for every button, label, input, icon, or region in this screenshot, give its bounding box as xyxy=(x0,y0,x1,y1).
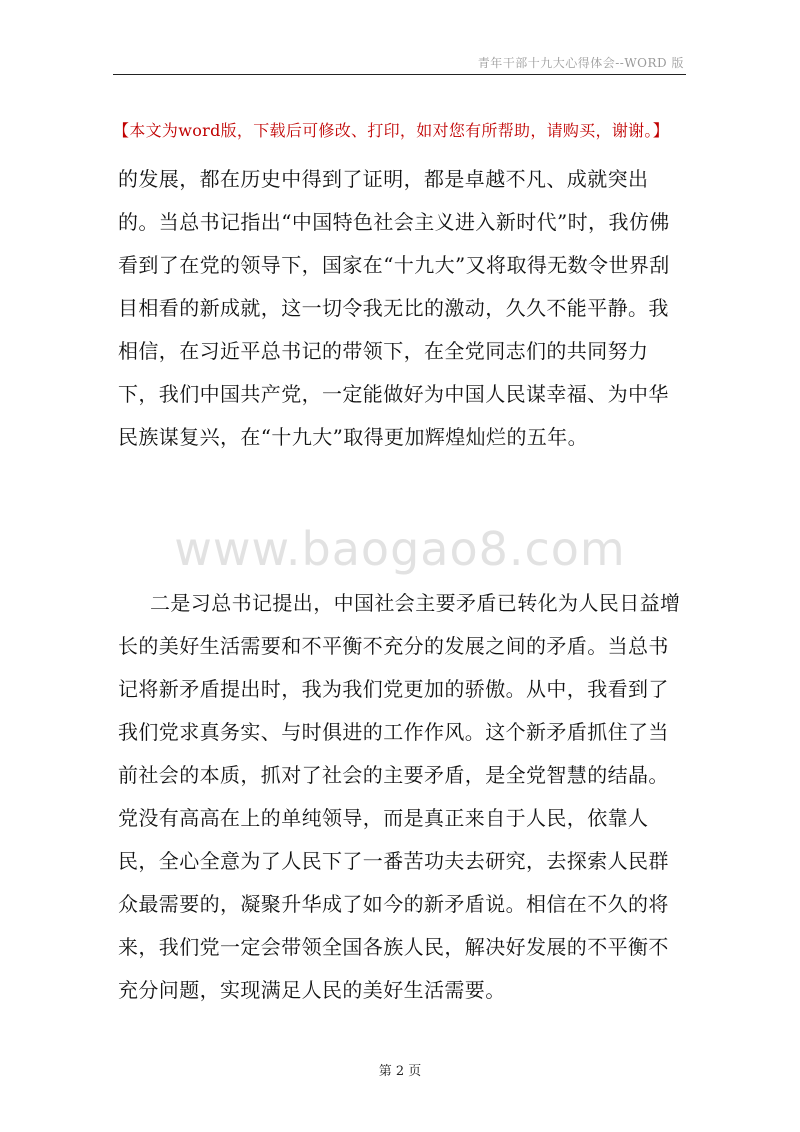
body-paragraph-1: 的发展，都在历史中得到了证明，都是卓越不凡、成就突出的。当总书记指出“中国特色社会主义进入新时代”时，我仿佛看到了在党的领导下，国家在“十九大”又将取得无数令世界刮目相看的新成就，这一切令我无比的激动，久久不能平静。我相信，在习近平总书记的带领下，在全党同志们的共同努力下，我们中国共产党，一定能做好为中国人民谋幸福、为中华民族谋复兴，在“十九大”取得更加辉煌灿烂的五年。 xyxy=(118,167,670,449)
body-paragraph-2: 二是习总书记提出，中国社会主要矛盾已转化为人民日益增长的美好生活需要和不平衡不充分的发展之间的矛盾。当总书记将新矛盾提出时，我为我们党更加的骄傲。从中，我看到了我们党求真务实、与时俱进的工作作风。这个新矛盾抓住了当前社会的本质，抓对了社会的主要矛盾，是全党智慧的结晶。党没有高高在上的单纯领导，而是真正来自于人民，依靠人民，全心全意为了人民下了一番苦功夫去研究，去探索人民群众最需要的，凝聚升华成了如今的新矛盾说。相信在不久的将来，我们党一定会带领全国各族人民，解决好发展的不平衡不充分问题，实现满足人民的美好生活需要。 xyxy=(118,591,681,1002)
header-title: 青年干部十九大心得体会--WORD 版 xyxy=(477,56,684,70)
download-notice: 【本文为word版，下载后可修改、打印，如对您有所帮助，请购买，谢谢。】 xyxy=(113,121,670,140)
watermark: www.baogao8.com xyxy=(174,522,626,576)
page-number: 第 2 页 xyxy=(378,1064,422,1079)
header-divider xyxy=(113,74,686,75)
